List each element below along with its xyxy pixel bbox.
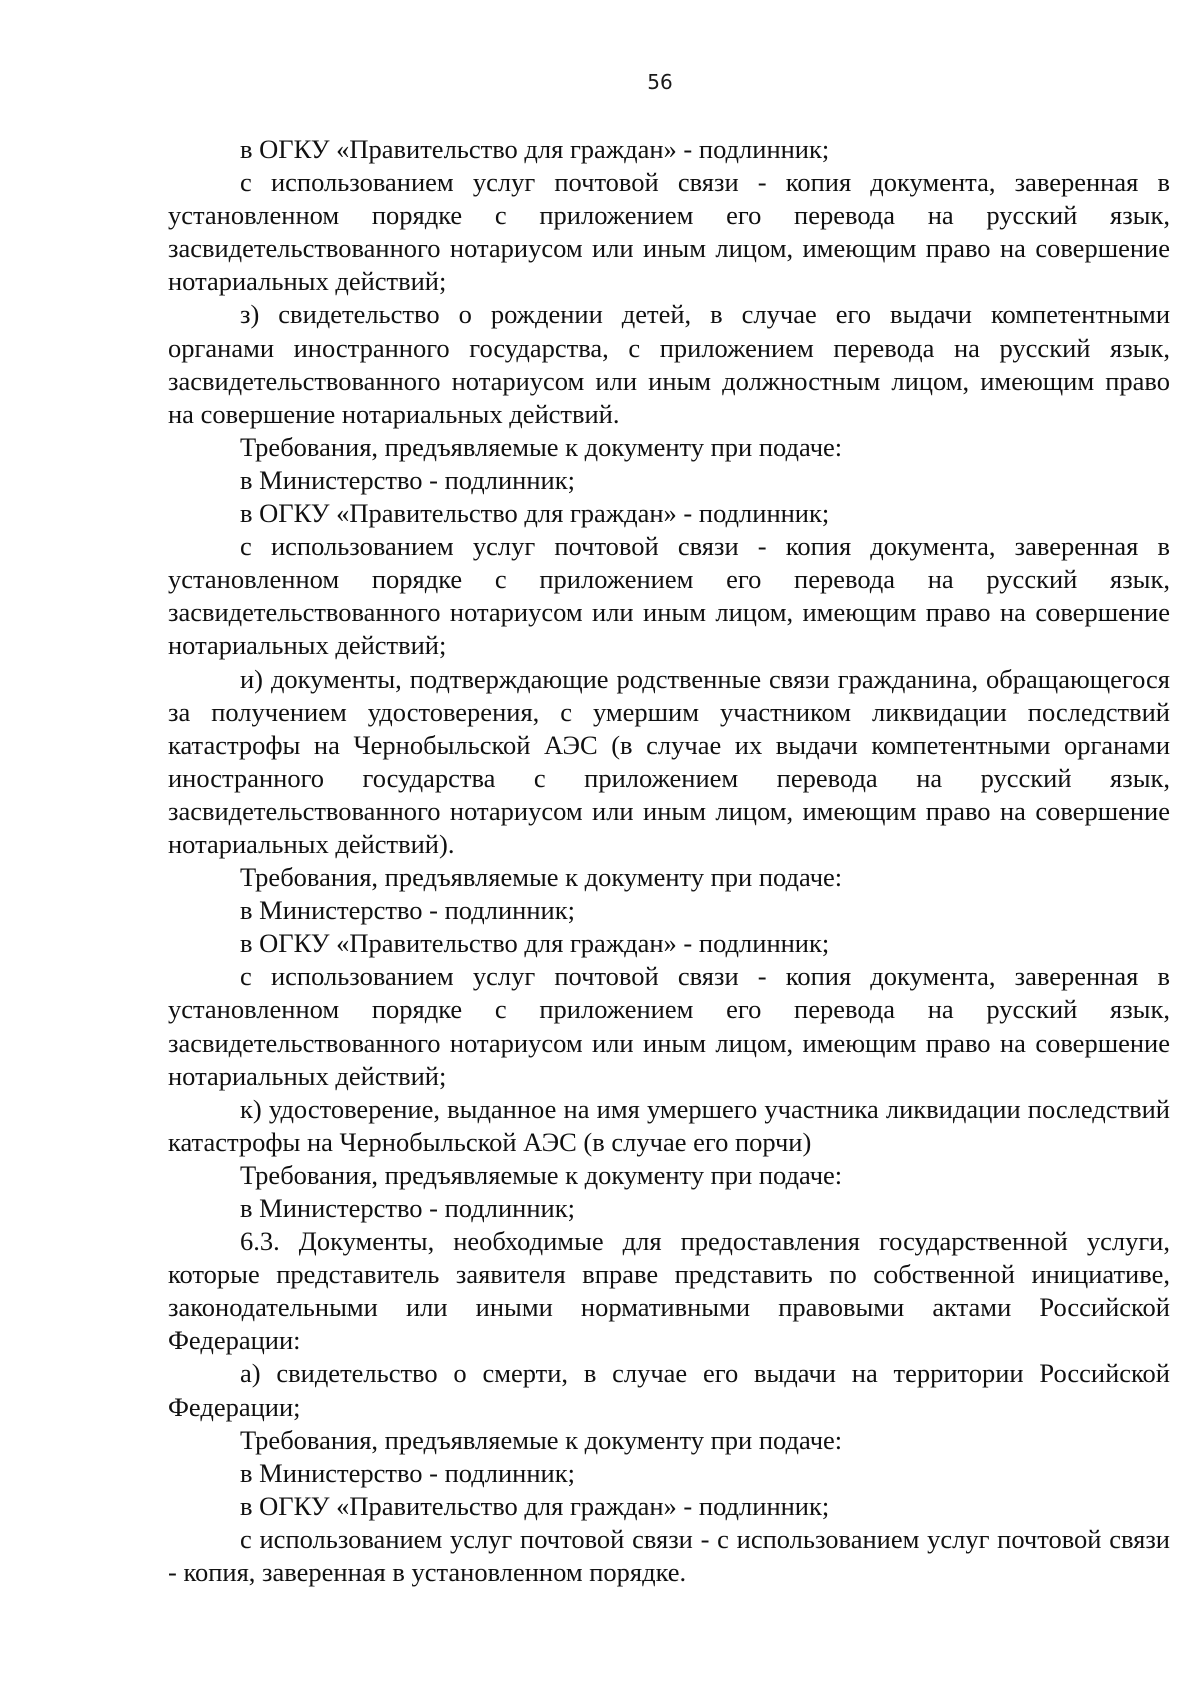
paragraph: в ОГКУ «Правительство для граждан» - подлинник;	[240, 1490, 830, 1521]
paragraph: в ОГКУ «Правительство для граждан» - подлинник;	[240, 928, 830, 959]
paragraph: Требования, предъявляемые к документу при подаче:	[240, 431, 843, 462]
paragraph: с использованием услуг почтовой связи - копия документа, заверенная в установленном порядке с приложением его перевода на русский язык, засвидетельствованного нотариусом или иным лицом, имеющим право на совершение нотариальных действий;	[168, 961, 1170, 1091]
paragraph: в Министерство - подлинник;	[240, 895, 575, 926]
paragraph: 6.3. Документы, необходимые для предоставления государственной услуги, которые представитель заявителя вправе представить по собственной инициативе, законодательными или иными нормативными правовыми актами Российской Федерации:	[168, 1226, 1170, 1356]
paragraph: к) удостоверение, выданное на имя умершего участника ликвидации последствий катастрофы на Чернобыльской АЭС (в случае его порчи)	[168, 1093, 1170, 1157]
page-number: 56	[647, 70, 673, 94]
paragraph: в ОГКУ «Правительство для граждан» - подлинник;	[240, 134, 830, 164]
paragraph: Требования, предъявляемые к документу при подаче:	[240, 1159, 843, 1190]
paragraph: Требования, предъявляемые к документу при подаче:	[240, 862, 843, 893]
paragraph: с использованием услуг почтовой связи - копия документа, заверенная в установленном порядке с приложением его перевода на русский язык, засвидетельствованного нотариусом или иным лицом, имеющим право на совершение нотариальных действий;	[168, 531, 1170, 661]
document-body	[168, 133, 1170, 1589]
paragraph: в ОГКУ «Правительство для граждан» - подлинник;	[240, 498, 830, 529]
paragraph: в Министерство - подлинник;	[240, 464, 575, 495]
paragraph: в Министерство - подлинник;	[240, 1457, 575, 1488]
paragraph: с использованием услуг почтовой связи - копия документа, заверенная в установленном порядке с приложением его перевода на русский язык, засвидетельствованного нотариусом или иным лицом, имеющим право на совершение нотариальных действий;	[168, 167, 1170, 297]
paragraph: а) свидетельство о смерти, в случае его выдачи на территории Российской Федерации;	[168, 1358, 1170, 1422]
paragraph: Требования, предъявляемые к документу при подаче:	[240, 1424, 843, 1455]
paragraph: з) свидетельство о рождении детей, в случае его выдачи компетентными органами иностранного государства, с приложением перевода на русский язык, засвидетельствованного нотариусом или иным должностным лицом, имеющим право на совершение нотариальных действий.	[168, 299, 1170, 429]
paragraph: и) документы, подтверждающие родственные связи гражданина, обращающегося за получением удостоверения, с умершим участником ликвидации последствий катастрофы на Чернобыльской АЭС (в случае их выдачи компетентными органами иностранного государства с приложением перевода на русский язык, засвидетельствованного нотариусом или иным лицом, имеющим право на совершение нотариальных действий).	[168, 663, 1170, 859]
paragraph: в Министерство - подлинник;	[240, 1193, 575, 1223]
paragraph: с использованием услуг почтовой связи - с использованием услуг почтовой связи - копия, заверенная в установленном порядке.	[168, 1523, 1170, 1588]
